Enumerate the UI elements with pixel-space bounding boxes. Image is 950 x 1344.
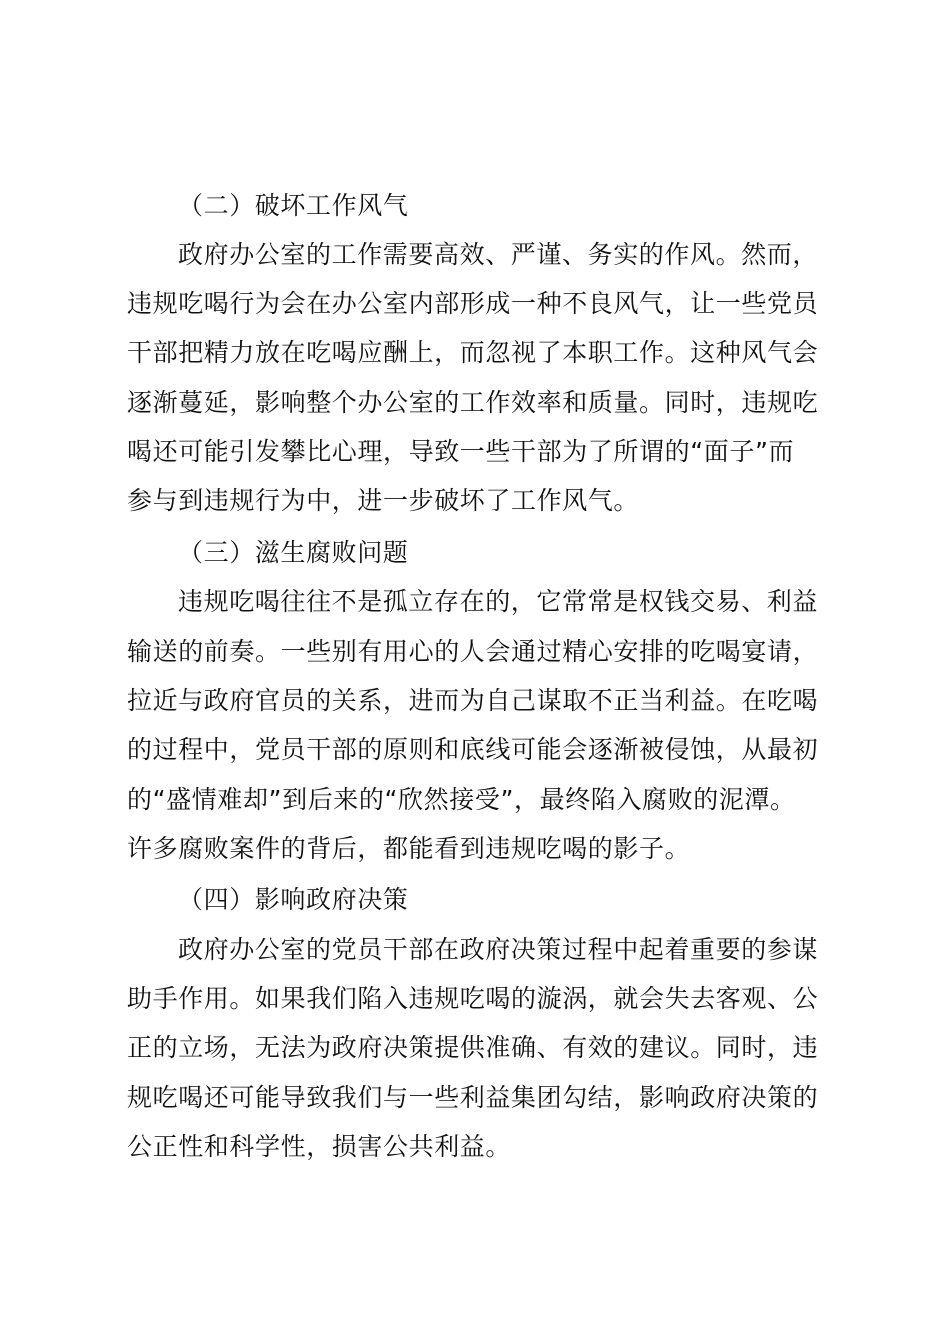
paragraph-line: 正的立场，无法为政府决策提供准确、有效的建议。同时，违: [127, 1033, 819, 1062]
paragraph-line: 公正性和科学性，损害公共利益。: [127, 1132, 512, 1161]
section-heading: （二）破坏工作风气: [178, 191, 409, 220]
paragraph-line: 助手作用。如果我们陷入违规吃喝的漩涡，就会失去客观、公: [127, 984, 819, 1013]
paragraph-line: 规吃喝还可能导致我们与一些利益集团勾结，影响政府决策的: [127, 1083, 819, 1112]
paragraph-line: 的过程中，党员干部的原则和底线可能会逐渐被侵蚀，从最初: [127, 735, 819, 764]
paragraph-line: 拉近与政府官员的关系，进而为自己谋取不正当利益。在吃喝: [127, 686, 819, 715]
paragraph-line: 政府办公室的党员干部在政府决策过程中起着重要的参谋: [178, 935, 819, 964]
section-heading: （四）影响政府决策: [178, 885, 409, 914]
paragraph-line: 参与到违规行为中，进一步破坏了工作风气。: [127, 486, 640, 515]
paragraph-line: 输送的前奏。一些别有用心的人会通过精心安排的吃喝宴请，: [127, 637, 819, 666]
paragraph-line: 政府办公室的工作需要高效、严谨、务实的作风。然而，: [178, 240, 819, 269]
paragraph-line: 违规吃喝往往不是孤立存在的，它常常是权钱交易、利益: [178, 587, 819, 616]
paragraph-line: 违规吃喝行为会在办公室内部形成一种不良风气，让一些党员: [127, 289, 819, 318]
paragraph-line: 干部把精力放在吃喝应酬上，而忽视了本职工作。这种风气会: [127, 338, 819, 367]
section-heading: （三）滋生腐败问题: [178, 538, 409, 567]
paragraph-line: 逐渐蔓延，影响整个办公室的工作效率和质量。同时，违规吃: [127, 388, 819, 417]
paragraph-line: 的“盛情难却”到后来的“欣然接受”，最终陷入腐败的泥潭。: [127, 785, 796, 814]
paragraph-line: 喝还可能引发攀比心理，导致一些干部为了所谓的“面子”而: [127, 437, 795, 466]
paragraph-line: 许多腐败案件的背后，都能看到违规吃喝的影子。: [127, 834, 691, 863]
